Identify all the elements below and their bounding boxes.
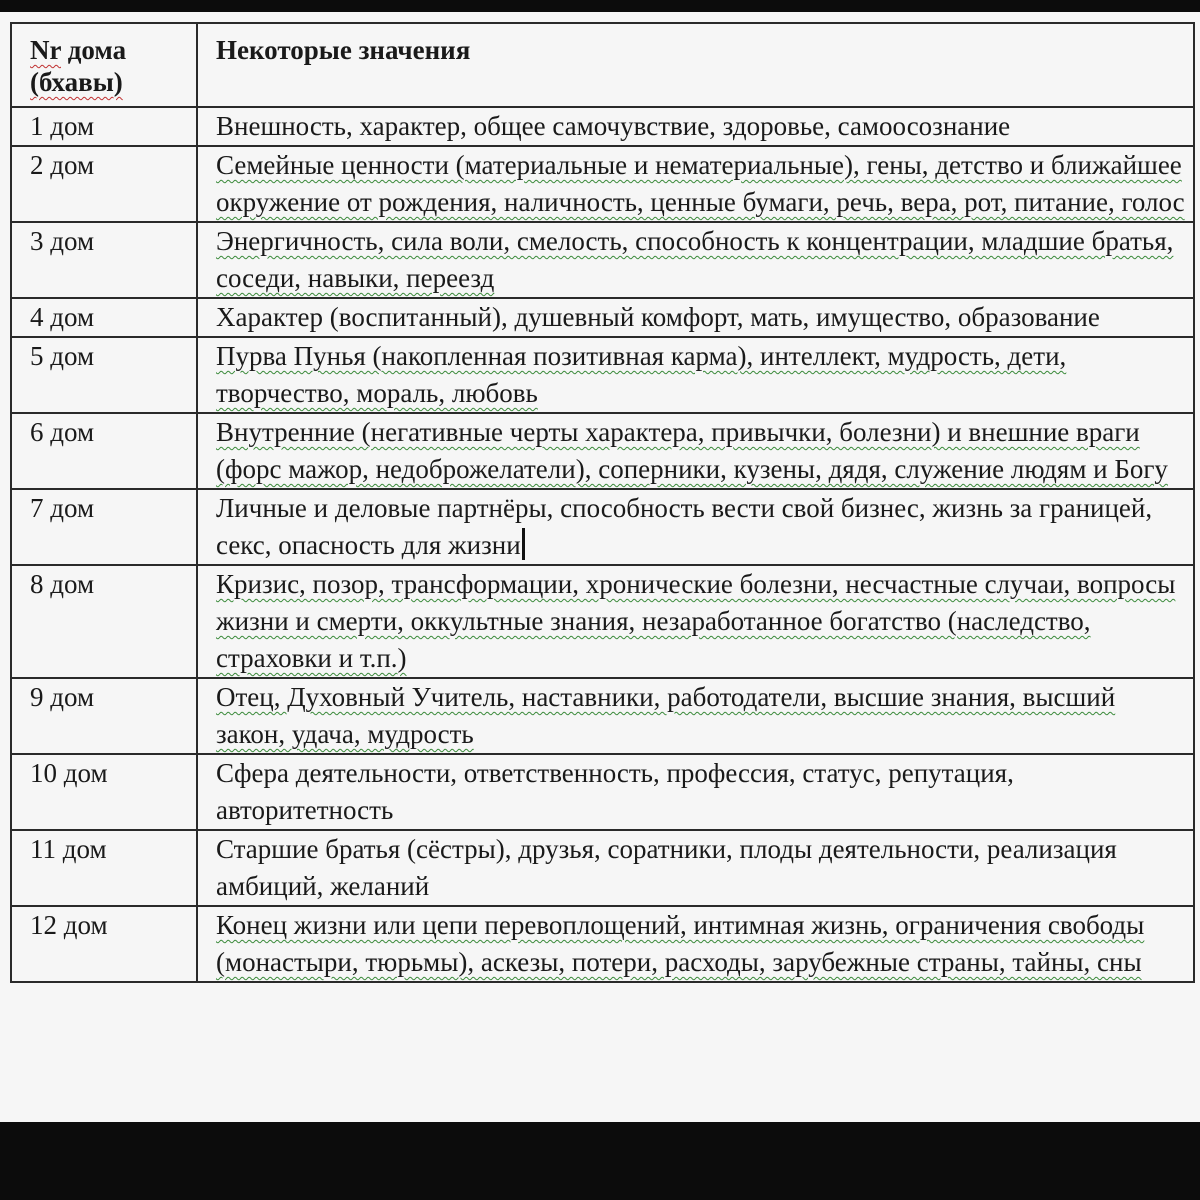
meaning-cell: Пурва Пунья (накопленная позитивная карма), интеллект, мудрость, дети, творчество, мораль, любовь [197,337,1194,413]
header-bhava-word: (бхавы) [30,67,123,97]
house-cell: 3 дом [11,222,197,298]
meaning-cell: Сфера деятельности, ответственность, профессия, статус, репутация, авторитетность [197,754,1194,830]
meaning-cell: Конец жизни или цепи перевоплощений, интимная жизнь, ограничения свободы (монастыри, тюрьмы), аскезы, потери, расходы, зарубежные страны, тайны, сны [197,906,1194,982]
house-cell: 11 дом [11,830,197,906]
table-row [11,906,1194,982]
meaning-cell: Отец, Духовный Учитель, наставники, работодатели, высшие знания, высший закон, удача, мудрость [197,678,1194,754]
house-cell: 10 дом [11,754,197,830]
top-black-bar [0,0,1200,12]
bottom-black-bar [0,1122,1200,1200]
table-row [11,146,1194,222]
table-row [11,678,1194,754]
table-row [11,565,1194,678]
meaning-cell: Семейные ценности (материальные и нематериальные), гены, детство и ближайшее окружение от рождения, наличность, ценные бумаги, речь, вера, рот, питание, голос [197,146,1194,222]
house-cell: 5 дом [11,337,197,413]
meaning-cell: Внешность, характер, общее самочувствие, здоровье, самоосознание [197,107,1194,146]
meaning-cell: Характер (воспитанный), душевный комфорт, мать, имущество, образование [197,298,1194,337]
meaning-text: Личные и деловые партнёры, способность вести свой бизнес, жизнь за границей, секс, опасность для жизни [216,493,1153,560]
house-cell: 8 дом [11,565,197,678]
house-cell: 1 дом [11,107,197,146]
table-row [11,222,1194,298]
meaning-cell: Энергичность, сила воли, смелость, способность к концентрации, младшие братья, соседи, навыки, переезд [197,222,1194,298]
header-house-number [11,23,197,107]
table-row [11,298,1194,337]
document-page [0,12,1200,1122]
houses-table [10,22,1195,983]
house-cell: 4 дом [11,298,197,337]
table-row [11,489,1194,565]
meaning-cell: Кризис, позор, трансформации, хронические болезни, несчастные случаи, вопросы жизни и смерти, оккультные знания, незаработанное богатство (наследство, страховки и т.п.) [197,565,1194,678]
header-house-word: дома [67,35,127,65]
house-cell: 2 дом [11,146,197,222]
table-row [11,413,1194,489]
table-header-row [11,23,1194,107]
table-row [11,337,1194,413]
meaning-cell [197,489,1194,565]
table-row [11,754,1194,830]
table-row [11,830,1194,906]
house-cell: 6 дом [11,413,197,489]
table-row [11,107,1194,146]
meaning-cell: Старшие братья (сёстры), друзья, соратники, плоды деятельности, реализация амбиций, желаний [197,830,1194,906]
house-cell: 7 дом [11,489,197,565]
house-cell: 9 дом [11,678,197,754]
header-nr-word: Nr [30,35,61,65]
meaning-cell: Внутренние (негативные черты характера, привычки, болезни) и внешние враги (форс мажор, недоброжелатели), соперники, кузены, дядя, служение людям и Богу [197,413,1194,489]
house-cell: 12 дом [11,906,197,982]
header-meanings: Некоторые значения [197,23,1194,107]
text-cursor [522,528,525,560]
